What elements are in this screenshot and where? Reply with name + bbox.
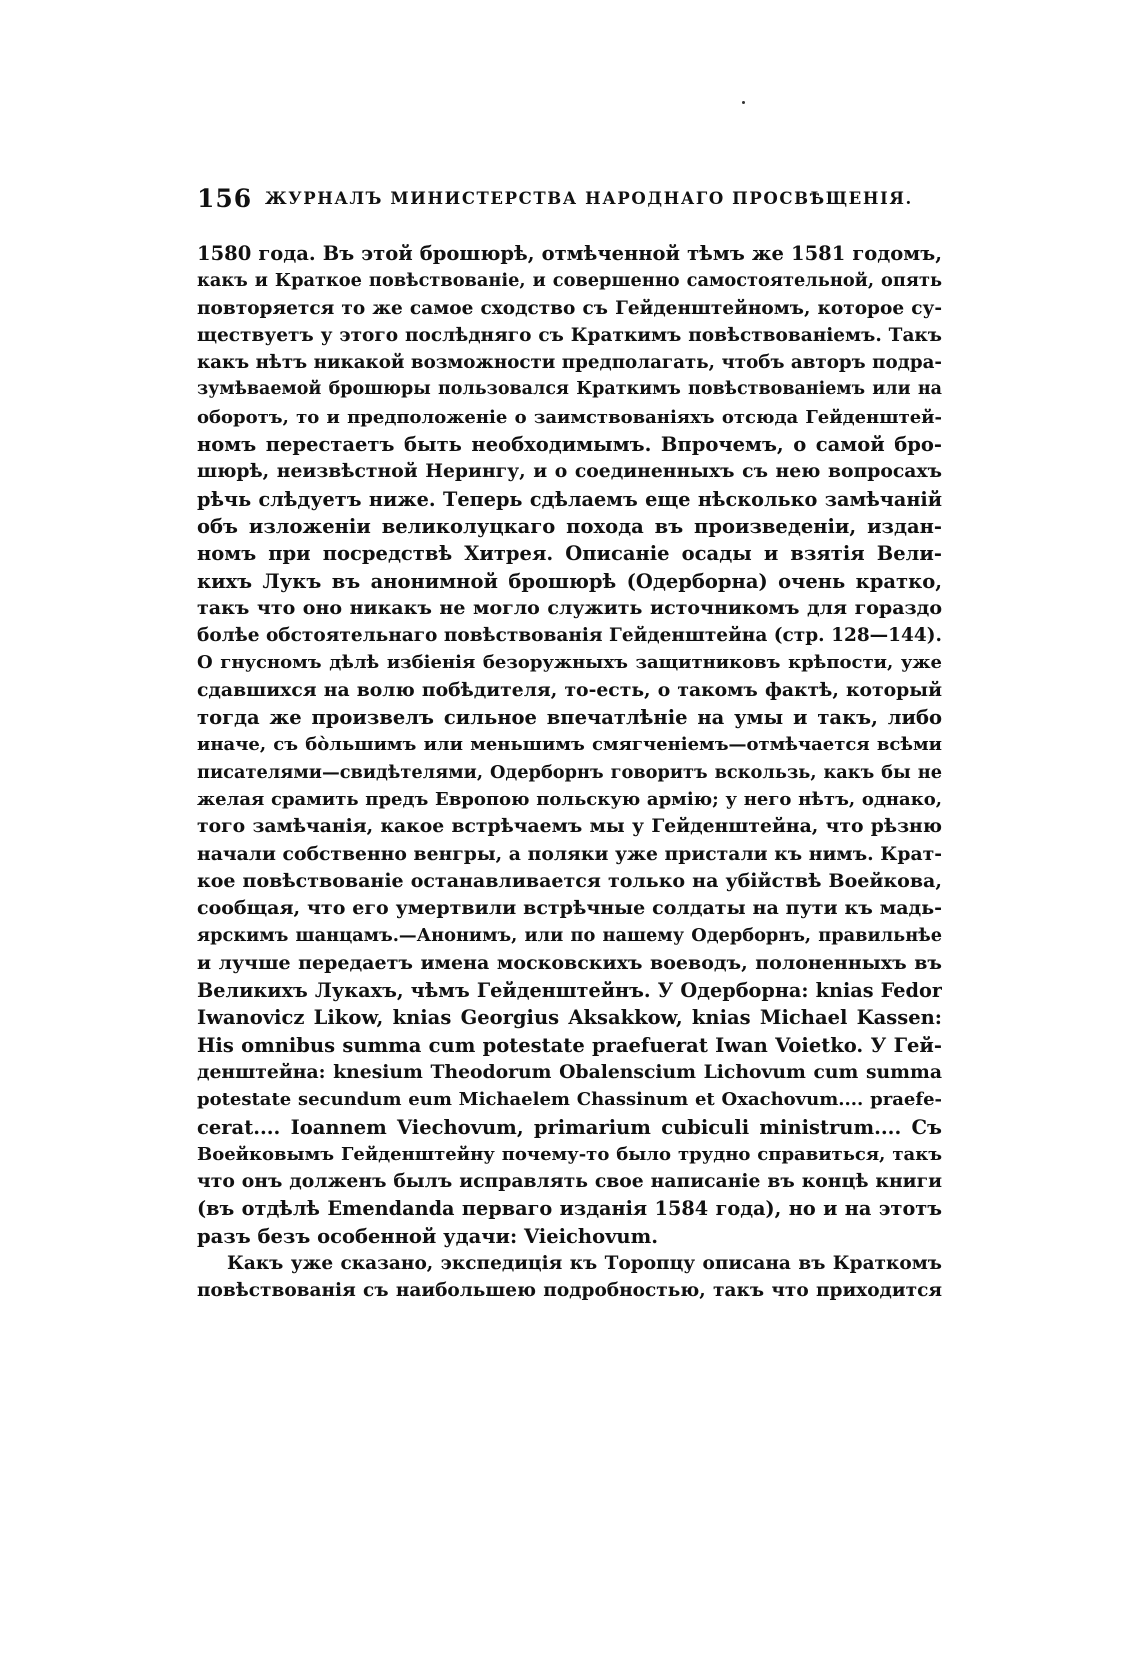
text-line: желая срамить предъ Европою польскую армію; у него нѣтъ, однако, (197, 788, 942, 810)
body-text (197, 240, 942, 1305)
text-line: повторяется то же самое сходство съ Гейденштейномъ, которое су- (197, 297, 942, 319)
text-line: (въ отдѣлѣ Emendanda перваго изданія 1584 года), но и на этотъ (197, 1197, 942, 1221)
text-line: что онъ долженъ былъ исправлять свое написаніе въ концѣ книги (197, 1170, 942, 1193)
text-line: ярскимъ шанцамъ.—Анонимъ, или по нашему Одерборнъ, правильнѣе (197, 925, 942, 947)
text-line: какъ и Краткое повѣствованіе, и совершенно самостоятельной, опять (197, 270, 942, 292)
print-speck (742, 101, 745, 104)
paragraph (197, 240, 942, 1250)
text-line: болѣе обстоятельнаго повѣствованія Гейденштейна (стр. 128—144). (197, 625, 942, 647)
text-line: иначе, съ бо̀льшимъ или меньшимъ смягченіемъ—отмѣчается всѣми (197, 734, 942, 756)
text-line: 1580 года. Въ этой брошюрѣ, отмѣченной тѣмъ же 1581 годомъ, (197, 242, 942, 265)
text-line: кое повѣствованіе останавливается только на убійствѣ Воейкова, (197, 869, 942, 892)
text-line: денштейна: knesium Theodorum Obalenscium Lichovum cum summa (197, 1060, 942, 1083)
text-line: Воейковымъ Гейденштейну почему-то было трудно справиться, такъ (197, 1143, 942, 1165)
text-line: О гнусномъ дѣлѣ избіенія безоружныхъ защитниковъ крѣпости, уже (197, 652, 942, 674)
text-line: кихъ Лукъ въ анонимной брошюрѣ (Одерборна) очень кратко, (197, 569, 942, 593)
text-line: сдавшихся на волю побѣдителя, то-есть, о такомъ фактѣ, который (197, 678, 942, 701)
running-title: ЖУРНАЛЪ МИНИСТЕРСТВА НАРОДНАГО ПРОСВѢЩЕНІЯ. (265, 189, 913, 208)
page-header (197, 184, 947, 214)
text-line: объ изложеніи великолуцкаго похода въ произведеніи, издан- (197, 514, 942, 538)
text-line: His omnibus summa cum potestate praefuerat Iwan Voietko. У Гей- (197, 1033, 942, 1057)
text-line: разъ безъ особенной удачи: Vieichovum. (197, 1224, 659, 1248)
text-line: cerat.... Ioannem Viechovum, primarium cubiculi ministrum.... Съ (197, 1115, 942, 1139)
paragraph (197, 1250, 942, 1305)
text-line: ществуетъ у этого послѣдняго съ Краткимъ повѣствованіемъ. Такъ (197, 324, 942, 346)
text-line: номъ перестаетъ быть необходимымъ. Впрочемъ, о самой бро- (197, 433, 942, 457)
text-line: номъ при посредствѣ Хитрея. Описаніе осады и взятія Вели- (197, 542, 942, 566)
text-line: того замѣчанія, какое встрѣчаемъ мы у Гейденштейна, что рѣзню (197, 815, 942, 838)
text-line: Великихъ Лукахъ, чѣмъ Гейденштейнъ. У Одерборна: knias Fedor (197, 979, 942, 1003)
text-line: повѣствованія съ наибольшею подробностью, такъ что приходится (197, 1280, 942, 1302)
text-line: potestate secundum eum Michaelem Chassinum et Oxachovum.... praefe- (197, 1089, 942, 1111)
text-line: тогда же произвелъ сильное впечатлѣніе на умы и такъ, либо (197, 706, 942, 730)
text-line: рѣчь слѣдуетъ ниже. Теперь сдѣлаемъ еще нѣсколько замѣчаній (197, 487, 942, 511)
text-line: какъ нѣтъ никакой возможности предполагать, чтобъ авторъ подра- (197, 352, 942, 374)
text-line: такъ что оно никакъ не могло служить источникомъ для гораздо (197, 596, 942, 619)
page-number: 156 (197, 184, 253, 213)
text-line: начали собственно венгры, а поляки уже пристали къ нимъ. Крат- (197, 842, 942, 865)
text-line: писателями—свидѣтелями, Одерборнъ говоритъ вскользь, какъ бы не (197, 761, 942, 783)
text-line: зумѣваемой брошюры пользовался Краткимъ повѣствованіемъ или на (197, 379, 942, 400)
text-line: Iwanovicz Likow, knias Georgius Aksakkow, knias Michael Kassen: (197, 1006, 942, 1030)
text-line: и лучше передаетъ имена московскихъ воеводъ, полоненныхъ въ (197, 951, 942, 974)
text-line: Какъ уже сказано, экспедиція къ Торопцу описана въ Краткомъ (227, 1252, 942, 1274)
text-line: сообщая, что его умертвили встрѣчные солдаты на пути къ мадь- (197, 897, 942, 920)
text-line: шюрѣ, неизвѣстной Нерингу, и о соединенныхъ съ нею вопросахъ (197, 460, 942, 483)
text-line: оборотъ, то и предположеніе о заимствованіяхъ отсюда Гейденштей- (197, 406, 942, 428)
